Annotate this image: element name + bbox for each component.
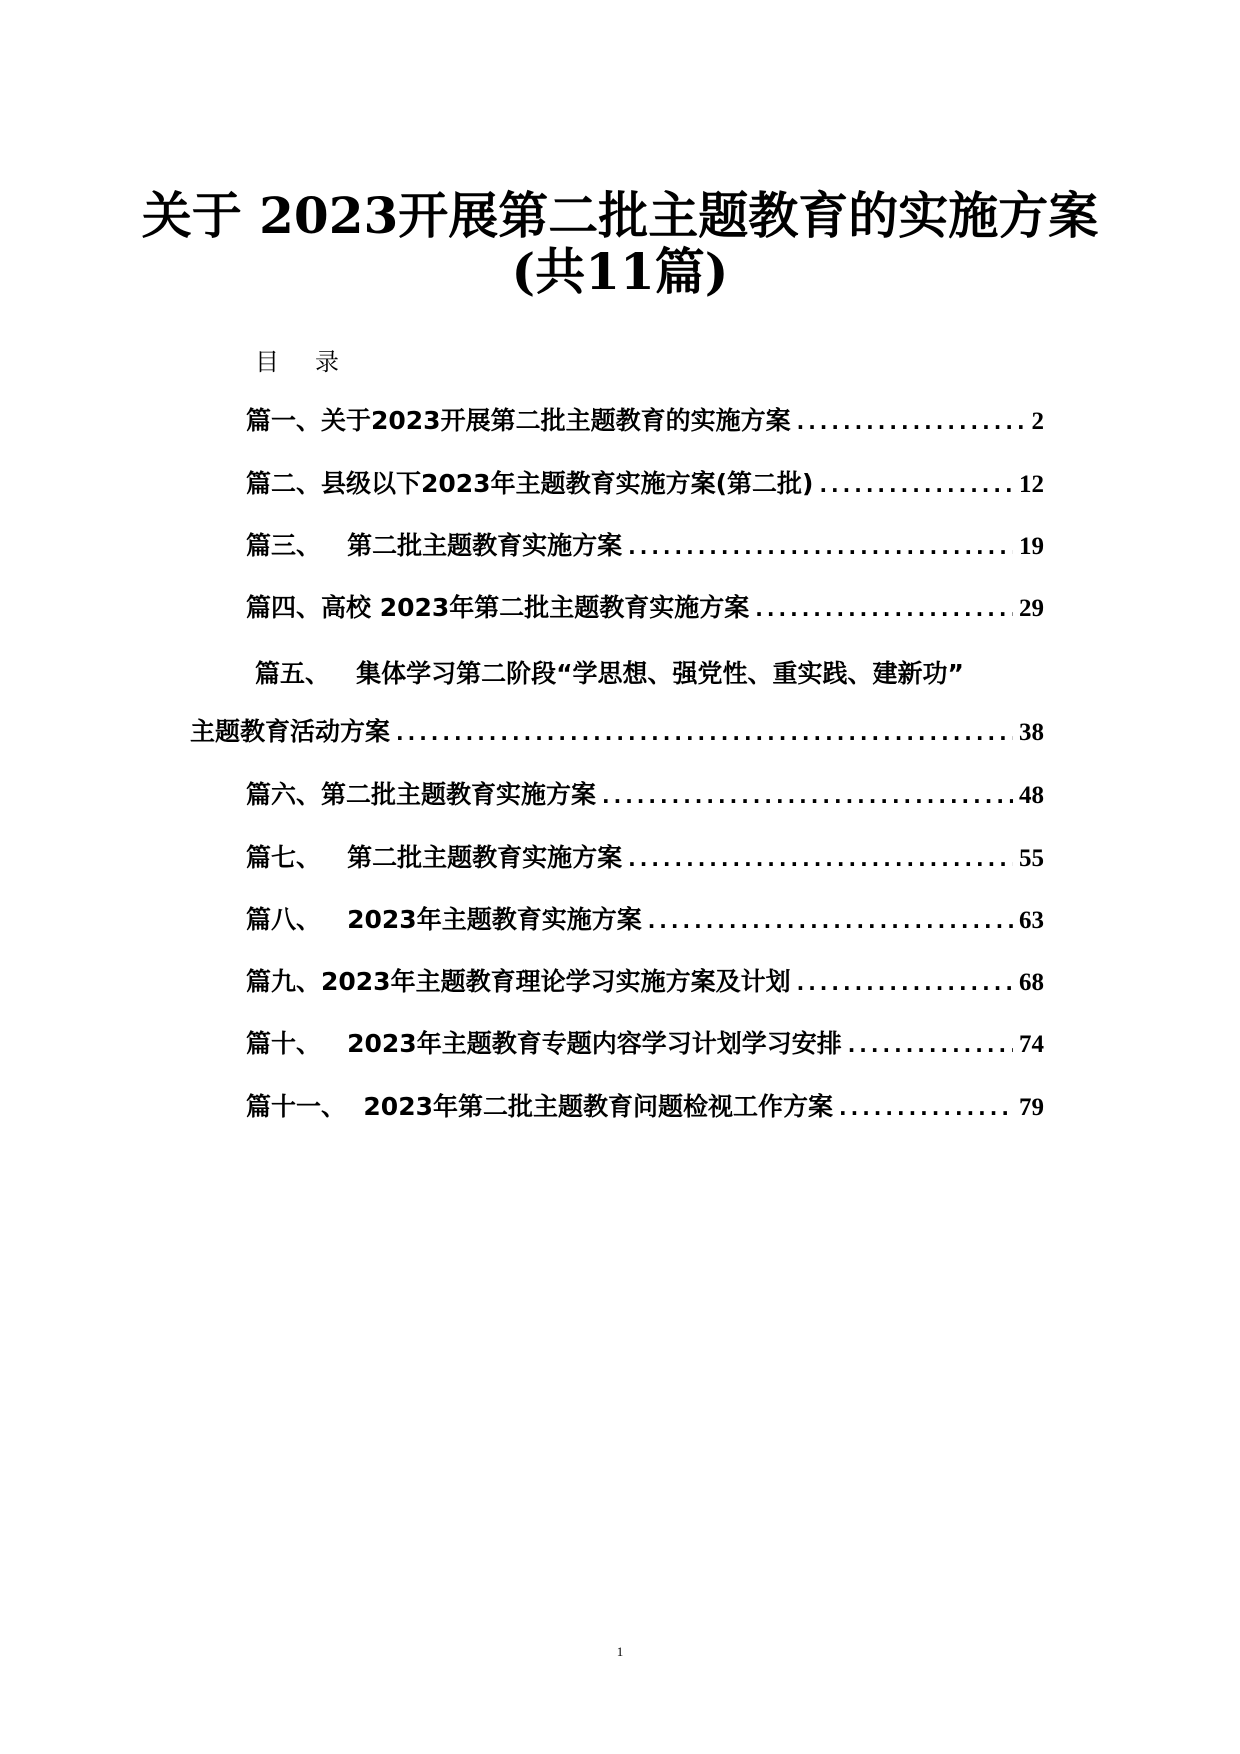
toc-entry-page: 48 — [1019, 782, 1044, 809]
toc-entry-2[interactable] — [246, 466, 1044, 502]
page-number: 1 — [616, 1644, 624, 1659]
toc-entry-4[interactable] — [246, 590, 1044, 626]
toc-dot-leader — [628, 529, 1013, 565]
toc-dot-leader — [628, 841, 1013, 877]
toc-entry-3[interactable] — [246, 528, 1044, 564]
toc-entry-label: 篇八、 2023年主题教育实施方案 — [246, 905, 642, 934]
toc-entry-label: 篇十一、 2023年第二批主题教育问题检视工作方案 — [246, 1092, 833, 1121]
toc-entry-page: 55 — [1019, 845, 1044, 872]
toc-entry-1[interactable] — [246, 403, 1044, 439]
toc-entry-page: 74 — [1019, 1031, 1044, 1058]
toc-dot-leader — [848, 1027, 1013, 1063]
toc-entry-10[interactable] — [246, 1026, 1044, 1062]
toc-entry-label: 篇七、 第二批主题教育实施方案 — [246, 843, 623, 872]
toc-entry-label: 主题教育活动方案 — [190, 717, 391, 746]
toc-entry-label: 篇四、高校 2023年第二批主题教育实施方案 — [246, 593, 750, 622]
toc-entry-page: 29 — [1019, 595, 1044, 622]
toc-entry-9[interactable] — [246, 964, 1044, 1000]
toc-dot-leader — [797, 404, 1026, 440]
toc-dot-leader — [839, 1090, 1013, 1126]
document-title-line-2: (共11篇) — [511, 242, 729, 301]
toc-entry-7[interactable] — [246, 840, 1044, 876]
toc-entry-11[interactable] — [246, 1089, 1044, 1125]
toc-entry-label: 篇三、 第二批主题教育实施方案 — [246, 531, 623, 560]
toc-entry-page: 2 — [1031, 408, 1044, 435]
toc-entry-page: 79 — [1019, 1094, 1044, 1121]
toc-entry-5[interactable] — [190, 714, 1044, 750]
toc-entry-8[interactable] — [246, 902, 1044, 938]
toc-entry-label: 篇十、 2023年主题教育专题内容学习计划学习安排 — [246, 1029, 842, 1058]
toc-entry-page: 68 — [1019, 969, 1044, 996]
toc-entry-label: 篇二、县级以下2023年主题教育实施方案(第二批) — [246, 469, 814, 498]
toc-dot-leader — [797, 965, 1013, 1001]
toc-entry-page: 12 — [1019, 471, 1044, 498]
toc-entry-page: 19 — [1019, 533, 1044, 560]
toc-heading: 目录 — [255, 348, 375, 376]
toc-entry-label: 篇九、2023年主题教育理论学习实施方案及计划 — [246, 967, 791, 996]
toc-dot-leader — [648, 903, 1013, 939]
document-title-line-1: 关于 2023开展第二批主题教育的实施方案 — [141, 186, 1099, 245]
toc-entry-label: 篇一、关于2023开展第二批主题教育的实施方案 — [246, 406, 791, 435]
toc-entry-page: 63 — [1019, 907, 1044, 934]
toc-dot-leader — [819, 467, 1013, 503]
toc-entry-5-line-1[interactable]: 篇五、 集体学习第二阶段“学思想、强党性、重实践、建新功” — [255, 659, 964, 688]
toc-dot-leader — [396, 715, 1013, 751]
toc-entry-page: 38 — [1019, 719, 1044, 746]
toc-entry-label: 篇六、第二批主题教育实施方案 — [246, 780, 597, 809]
toc-dot-leader — [602, 778, 1013, 814]
toc-dot-leader — [755, 591, 1013, 627]
toc-entry-6[interactable] — [246, 777, 1044, 813]
